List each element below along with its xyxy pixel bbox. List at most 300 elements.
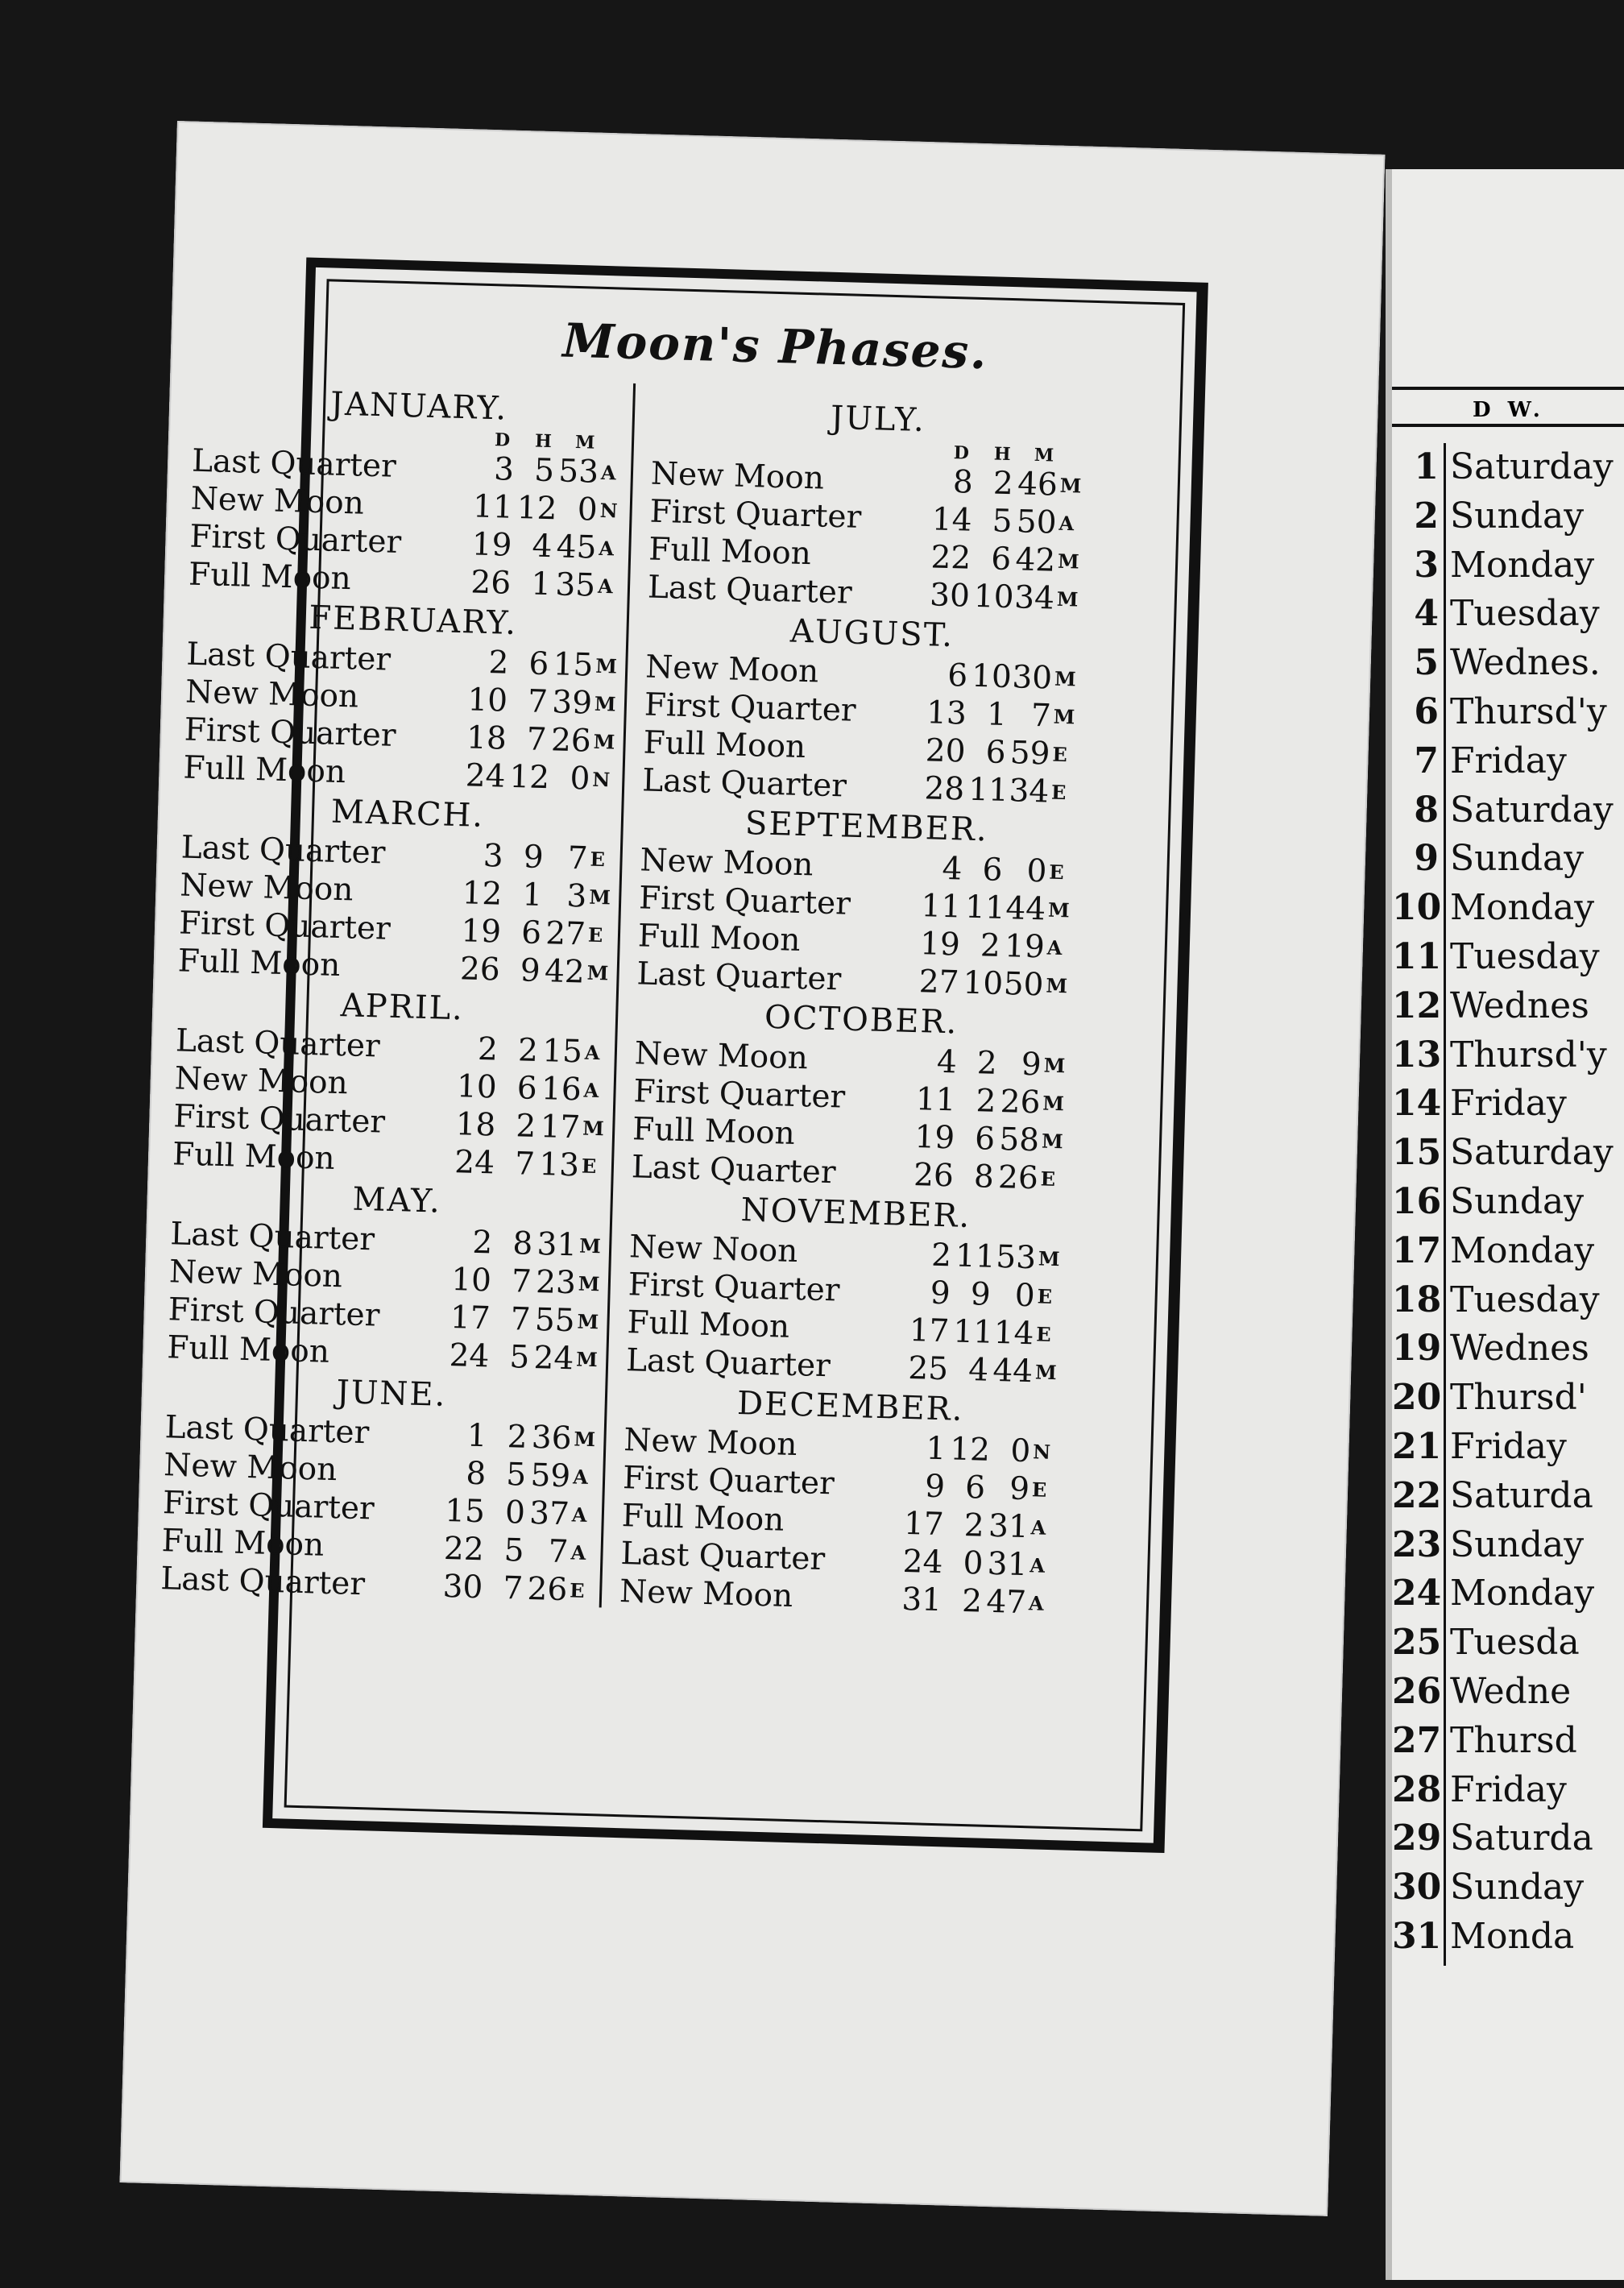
phase-name: First Quarter	[628, 1266, 841, 1309]
phase-time-of-day: A	[571, 1503, 587, 1527]
phase-minute: 34	[1008, 773, 1050, 810]
day-number: 18	[1392, 1279, 1442, 1320]
day-number: 27	[1392, 1719, 1442, 1761]
phase-minute: 31	[536, 1226, 578, 1264]
phase-hour: 1	[986, 696, 1008, 734]
phase-name: Full Moon	[637, 918, 802, 959]
day-row	[1392, 933, 1624, 982]
phase-minute: 26	[1000, 1084, 1042, 1121]
phase-minute: 15	[541, 1033, 583, 1071]
phase-time-of-day: M	[1057, 549, 1080, 574]
phase-minute: 16	[541, 1071, 582, 1109]
weekday-name: Saturday	[1450, 446, 1614, 487]
phase-day: 26	[459, 951, 501, 989]
phase-minute: 0	[1009, 1432, 1031, 1470]
day-row	[1392, 541, 1624, 591]
phase-minute: 0	[1025, 852, 1048, 890]
weekday-name: Saturday	[1450, 789, 1614, 831]
phase-day: 19	[460, 913, 502, 951]
phase-hour: 12	[508, 758, 550, 797]
phase-minute: 31	[987, 1545, 1028, 1584]
phase-hour: 11	[967, 771, 1009, 810]
month-heading: SEPTEMBER.	[744, 805, 989, 849]
phase-day: 10	[466, 682, 508, 719]
phase-day: 1	[925, 1430, 947, 1468]
day-number: 1	[1414, 446, 1439, 487]
phase-day: 11	[920, 888, 962, 926]
phase-time-of-day: A	[1058, 511, 1075, 536]
month-heading: APRIL.	[340, 987, 465, 1028]
day-week-header: D W.	[1392, 387, 1624, 427]
phase-name: New Moon	[644, 649, 819, 690]
phase-day: 8	[465, 1455, 487, 1493]
phase-day: 17	[909, 1312, 951, 1350]
phase-day: 2	[477, 1030, 499, 1068]
phase-hour: 0	[962, 1544, 984, 1582]
phase-name: Full Moon	[182, 749, 346, 791]
weekday-name: Wednes	[1450, 1328, 1589, 1370]
phase-name: First Quarter	[632, 1073, 846, 1116]
day-number: 5	[1414, 642, 1439, 684]
day-number: 6	[1414, 690, 1439, 732]
phase-day: 26	[470, 564, 512, 602]
phase-hour: 2	[507, 1419, 528, 1456]
phase-minute: 58	[998, 1121, 1040, 1159]
phase-minute: 46	[1017, 466, 1058, 504]
weekday-name: Wednes.	[1450, 642, 1601, 684]
weekday-name: Tuesday	[1450, 1279, 1600, 1320]
phase-time-of-day: M	[577, 1309, 599, 1334]
phase-time-of-day: E	[1037, 1284, 1053, 1308]
moon-phases-page	[120, 121, 1386, 2216]
phase-minute: 3	[566, 877, 587, 915]
phase-minute: 17	[540, 1109, 581, 1146]
phase-time-of-day: M	[582, 1116, 605, 1141]
day-number: 28	[1392, 1768, 1442, 1810]
phase-time-of-day: A	[1046, 935, 1063, 960]
day-row	[1392, 1668, 1624, 1717]
phase-day: 8	[952, 464, 974, 501]
day-number: 23	[1392, 1523, 1442, 1565]
day-row	[1392, 492, 1624, 541]
weekday-name: Sunday	[1450, 495, 1585, 537]
phase-hour: 7	[502, 1570, 524, 1607]
day-number: 29	[1392, 1818, 1442, 1859]
phase-time-of-day: M	[1041, 1129, 1064, 1154]
day-row	[1392, 737, 1624, 786]
day-number: 8	[1414, 789, 1439, 831]
phase-time-of-day: M	[1059, 473, 1082, 498]
phase-time-of-day: A	[597, 574, 614, 599]
weekday-name: Sunday	[1450, 1867, 1585, 1909]
phase-hour: 12	[949, 1431, 991, 1469]
phase-day: 25	[907, 1349, 949, 1388]
phase-name: First Quarter	[184, 711, 397, 754]
day-row	[1392, 1227, 1624, 1276]
phase-name: Last Quarter	[641, 762, 847, 805]
phase-day: 1	[466, 1417, 488, 1455]
day-row	[1392, 1814, 1624, 1863]
phase-day: 11	[915, 1081, 957, 1119]
day-row	[1392, 1569, 1624, 1619]
weekday-name: Tuesday	[1450, 935, 1600, 977]
phase-minute: 44	[992, 1352, 1034, 1391]
phase-hour: 1	[521, 877, 543, 914]
phase-time-of-day: E	[581, 1154, 597, 1179]
phase-time-of-day: M	[593, 729, 615, 754]
phase-minute: 55	[534, 1301, 576, 1340]
phase-time-of-day: A	[570, 1540, 586, 1565]
phase-time-of-day: E	[1031, 1478, 1047, 1502]
phase-name: First Quarter	[638, 880, 851, 922]
calendar-page-edge	[1386, 169, 1624, 2280]
phase-hour: 6	[990, 541, 1012, 578]
day-row	[1392, 443, 1624, 492]
phase-time-of-day: M	[578, 1271, 600, 1296]
phase-hour: 6	[516, 1070, 538, 1107]
weekday-name: Saturday	[1450, 1132, 1614, 1174]
phase-day: 20	[925, 732, 967, 770]
phase-name: Full Moon	[188, 556, 352, 598]
phase-hour: 7	[510, 1301, 532, 1338]
phase-day: 28	[923, 770, 965, 808]
phase-minute: 26	[527, 1570, 568, 1609]
phase-hour: 11	[952, 1313, 994, 1351]
phase-minute: 39	[551, 684, 593, 722]
phase-minute: 14	[993, 1314, 1034, 1353]
phase-name: Last Quarter	[169, 1216, 375, 1258]
phase-minute: 0	[569, 760, 591, 798]
phase-hour: 9	[523, 839, 545, 877]
phase-name: Last Quarter	[636, 955, 842, 998]
phase-name: First Quarter	[188, 518, 402, 561]
phase-day: 11	[472, 488, 514, 526]
phase-time-of-day: A	[1028, 1591, 1045, 1615]
weekday-name: Thursd	[1450, 1719, 1577, 1761]
dhm-label: M	[574, 431, 595, 454]
phase-time-of-day: N	[591, 767, 611, 792]
day-row	[1392, 884, 1624, 933]
phase-time-of-day: M	[1047, 897, 1071, 922]
phase-day: 13	[926, 694, 967, 732]
phase-day: 24	[902, 1543, 944, 1581]
phase-hour: 2	[992, 465, 1014, 503]
phase-time-of-day: E	[1050, 780, 1067, 805]
day-number: 17	[1392, 1229, 1442, 1271]
phase-minute: 9	[1021, 1046, 1042, 1084]
month-heading: JANUARY.	[329, 385, 508, 428]
phase-name: New Moon	[163, 1447, 338, 1489]
phase-time-of-day: A	[1030, 1515, 1046, 1540]
day-number: 4	[1414, 593, 1439, 635]
phase-hour: 8	[512, 1225, 533, 1262]
phase-name: Full Moon	[166, 1329, 330, 1370]
day-number: 11	[1392, 935, 1442, 977]
day-number: 26	[1392, 1670, 1442, 1712]
month-heading: JULY.	[830, 399, 926, 440]
phase-day: 2	[471, 1224, 493, 1262]
month-heading: MARCH.	[330, 793, 485, 835]
phase-time-of-day: E	[1052, 742, 1068, 767]
day-row	[1392, 1276, 1624, 1325]
phase-day: 19	[919, 926, 961, 964]
phase-hour: 8	[973, 1159, 995, 1196]
phase-minute: 42	[544, 953, 586, 991]
phase-day: 2	[487, 645, 509, 682]
phase-day: 9	[930, 1275, 951, 1312]
phase-hour: 2	[517, 1032, 539, 1069]
weekday-name: Sunday	[1450, 1180, 1585, 1222]
phase-name: Full Moon	[648, 531, 812, 573]
phase-day: 31	[901, 1581, 942, 1619]
phase-hour: 9	[970, 1276, 992, 1313]
phase-name: Full Moon	[643, 724, 806, 766]
phase-hour: 6	[985, 734, 1007, 772]
phase-time-of-day: M	[1042, 1091, 1065, 1116]
phase-hour: 5	[508, 1339, 530, 1376]
phase-minute: 35	[554, 566, 596, 604]
day-list	[1392, 443, 1624, 1962]
phase-name: Last Quarter	[185, 636, 392, 678]
day-row	[1392, 1324, 1624, 1374]
phase-day: 27	[918, 964, 960, 1001]
day-number: 15	[1392, 1132, 1442, 1174]
day-row	[1392, 1423, 1624, 1472]
phase-name: New Moon	[168, 1254, 343, 1295]
day-row	[1392, 1031, 1624, 1080]
phase-day: 19	[914, 1119, 955, 1157]
phase-name: Full Moon	[621, 1498, 785, 1539]
day-row	[1392, 1374, 1624, 1423]
weekday-name: Monday	[1450, 1229, 1595, 1271]
day-row	[1392, 1766, 1624, 1815]
weekday-name: Friday	[1450, 1083, 1567, 1125]
phase-hour: 5	[992, 503, 1013, 541]
phase-day: 4	[941, 850, 963, 888]
phase-hour: 7	[514, 1146, 536, 1183]
day-number: 20	[1392, 1377, 1442, 1419]
phase-day: 22	[443, 1530, 485, 1569]
phase-minute: 44	[1005, 890, 1046, 928]
phase-name: New Noon	[628, 1229, 798, 1270]
phase-time-of-day: E	[1035, 1322, 1052, 1346]
phase-name: Last Quarter	[631, 1149, 837, 1192]
day-row	[1392, 1521, 1624, 1570]
phase-time-of-day: A	[1029, 1553, 1046, 1577]
phase-hour: 10	[973, 578, 1015, 616]
phase-hour: 10	[962, 964, 1004, 1003]
phase-day: 26	[913, 1157, 955, 1195]
phase-minute: 7	[1030, 697, 1052, 735]
phase-hour: 4	[531, 528, 553, 566]
weekday-name: Thursd'	[1450, 1377, 1587, 1419]
phase-minute: 0	[577, 491, 599, 528]
day-number: 21	[1392, 1425, 1442, 1467]
weekday-name: Tuesda	[1450, 1622, 1580, 1664]
phase-minute: 47	[985, 1583, 1027, 1622]
phase-name: New Moon	[623, 1422, 798, 1464]
month-heading: MAY.	[351, 1180, 442, 1221]
weekday-name: Monday	[1450, 1573, 1595, 1614]
phase-name: First Quarter	[649, 493, 862, 536]
phase-time-of-day: A	[600, 460, 617, 485]
phase-hour: 6	[528, 645, 549, 683]
phase-hour: 2	[961, 1582, 983, 1620]
day-row	[1392, 835, 1624, 884]
phase-minute: 27	[545, 915, 586, 953]
phase-name: Last Quarter	[625, 1342, 831, 1385]
month-heading: AUGUST.	[789, 612, 955, 655]
phase-day: 19	[471, 526, 513, 564]
phase-name: Last Quarter	[647, 569, 853, 611]
day-number: 9	[1414, 838, 1439, 880]
phase-minute: 9	[1009, 1470, 1030, 1508]
dhm-label: H	[993, 443, 1012, 466]
phase-minute: 7	[567, 839, 589, 877]
phase-hour: 12	[516, 489, 557, 528]
phase-minute: 31	[988, 1507, 1030, 1546]
phase-hour: 6	[974, 1121, 996, 1158]
phase-day: 30	[929, 577, 971, 615]
phase-name: First Quarter	[162, 1485, 375, 1527]
day-row	[1392, 1717, 1624, 1766]
weekday-name: Sunday	[1450, 1523, 1585, 1565]
phase-hour: 0	[504, 1494, 526, 1532]
weekday-name: Sunday	[1450, 838, 1585, 880]
day-row	[1392, 1472, 1624, 1521]
day-row	[1392, 688, 1624, 737]
weekday-name: Saturda	[1450, 1818, 1593, 1859]
phase-minute: 19	[1004, 928, 1046, 966]
weekday-name: Tuesday	[1450, 593, 1600, 635]
phase-day: 9	[924, 1468, 946, 1506]
phase-time-of-day: A	[584, 1040, 600, 1065]
day-number: 10	[1392, 887, 1442, 929]
phase-name: First Quarter	[644, 686, 857, 729]
month-heading: FEBRUARY.	[308, 599, 518, 643]
phase-day: 24	[465, 757, 507, 795]
day-number: 24	[1392, 1573, 1442, 1614]
phase-name: Full Moon	[626, 1304, 790, 1345]
phase-hour: 2	[975, 1083, 997, 1120]
dhm-label: H	[534, 430, 553, 453]
phase-minute: 13	[538, 1146, 580, 1184]
phase-time-of-day: M	[1056, 587, 1079, 611]
day-row	[1392, 1178, 1624, 1227]
day-number: 19	[1392, 1328, 1442, 1370]
phase-name: Last Quarter	[164, 1409, 370, 1452]
phase-hour: 7	[527, 683, 549, 721]
weekday-name: Friday	[1450, 1425, 1567, 1467]
phase-day: 24	[449, 1337, 490, 1375]
phase-time-of-day: E	[1048, 860, 1065, 885]
phase-name: Full Moon	[161, 1523, 325, 1564]
phase-time-of-day: M	[578, 1233, 602, 1258]
phase-day: 24	[454, 1144, 495, 1182]
day-number: 22	[1392, 1474, 1442, 1516]
phase-day: 4	[936, 1043, 958, 1081]
phase-time-of-day: M	[594, 653, 618, 678]
phase-hour: 6	[964, 1469, 986, 1507]
weekday-name: Wedne	[1450, 1670, 1572, 1712]
phase-name: New Moon	[619, 1573, 793, 1615]
phase-hour: 2	[963, 1507, 985, 1544]
dhm-label: M	[1034, 444, 1054, 466]
month-heading: OCTOBER.	[764, 998, 959, 1042]
month-heading: JUNE.	[336, 1374, 447, 1414]
phase-name: New Moon	[650, 455, 825, 497]
phase-time-of-day: N	[599, 498, 619, 523]
day-row	[1392, 1129, 1624, 1178]
phase-minute: 7	[548, 1533, 570, 1571]
phase-time-of-day: E	[590, 847, 606, 872]
phase-name: New Moon	[179, 867, 354, 909]
phase-time-of-day: M	[1034, 1360, 1058, 1385]
phase-day: 17	[903, 1505, 945, 1544]
phase-name: Last Quarter	[175, 1022, 381, 1065]
phases-column-jan-jun	[160, 379, 645, 1610]
phase-day: 14	[931, 501, 973, 539]
phase-minute: 37	[528, 1494, 570, 1533]
phase-hour: 9	[520, 952, 541, 989]
phase-day: 15	[444, 1492, 486, 1531]
phase-time-of-day: A	[572, 1465, 589, 1489]
weekday-name: Wednes	[1450, 984, 1589, 1026]
phase-name: Last Quarter	[160, 1561, 366, 1603]
phase-time-of-day: M	[586, 960, 609, 985]
phase-name: Last Quarter	[191, 442, 397, 485]
phase-minute: 0	[1014, 1277, 1036, 1315]
phase-time-of-day: M	[1054, 666, 1077, 691]
phase-name: Last Quarter	[180, 829, 386, 872]
phase-time-of-day: E	[1040, 1167, 1056, 1191]
phase-time-of-day: E	[587, 922, 603, 947]
phase-day: 10	[450, 1262, 492, 1299]
dhm-label: D	[953, 442, 970, 464]
dhm-label: D	[494, 429, 511, 451]
phases-column-jul-dec	[619, 392, 1104, 1623]
phase-name: First Quarter	[178, 905, 392, 947]
phase-time-of-day: N	[1032, 1440, 1051, 1464]
phase-hour: 6	[520, 914, 542, 952]
weekday-name: Thursd'y	[1450, 1034, 1607, 1076]
day-number: 2	[1414, 495, 1439, 537]
day-number: 12	[1392, 984, 1442, 1026]
phase-day: 22	[930, 539, 972, 577]
month-heading: DECEMBER.	[736, 1385, 965, 1428]
day-number: 3	[1414, 544, 1439, 586]
phase-day: 3	[493, 451, 515, 488]
phase-time-of-day: M	[1053, 704, 1075, 729]
phase-minute: 30	[1011, 659, 1053, 697]
day-number: 30	[1392, 1867, 1442, 1909]
phase-minute: 15	[553, 646, 594, 684]
phase-hour: 4	[967, 1352, 989, 1389]
day-row	[1392, 639, 1624, 688]
phase-hour: 2	[980, 927, 1001, 964]
day-number: 7	[1414, 740, 1439, 781]
phase-minute: 24	[533, 1339, 574, 1378]
phase-name: Full Moon	[172, 1136, 336, 1177]
phase-hour: 2	[976, 1045, 998, 1082]
phase-time-of-day: A	[598, 536, 615, 561]
phase-name: New Moon	[639, 842, 814, 884]
phase-name: Last Quarter	[619, 1536, 826, 1578]
phase-minute: 34	[1013, 579, 1055, 617]
phase-minute: 59	[1009, 735, 1051, 773]
phase-minute: 50	[1003, 966, 1045, 1004]
phase-name: New Moon	[174, 1060, 349, 1102]
